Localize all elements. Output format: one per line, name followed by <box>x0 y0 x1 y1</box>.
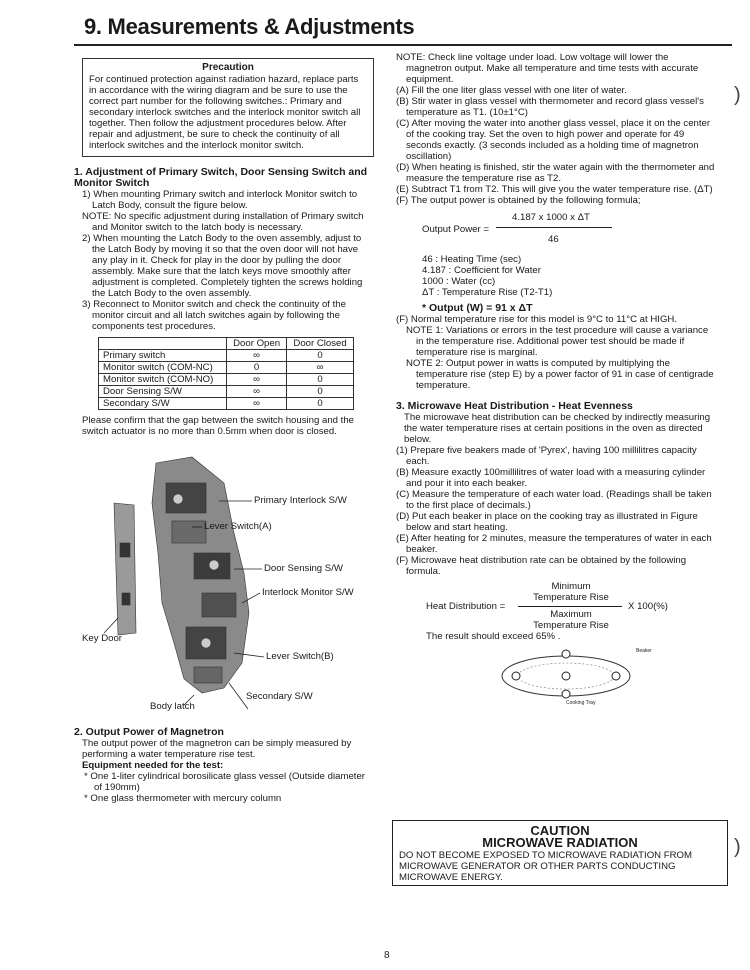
table-cell: ∞ <box>227 374 287 386</box>
right-column <box>396 52 716 706</box>
precaution-body: For continued protection against radiation hazard, replace parts in accordance with the wiring diagram and be sure to use the correct part number for the following switches.: Primary and secondary interlock switches and the interlock monitor switch all together. Then follow the adjustment procedures below. After repair and adjustment, be sure to check the continuity of all interlock switches and the interlock monitor switch. <box>89 74 361 151</box>
line-voltage-note: NOTE: Check line voltage under load. Low voltage will lower the magnetron output. Make all temperature and time tests with accurate equipment. <box>396 52 699 85</box>
heat-distribution-formula <box>396 581 716 629</box>
page-title: 9. Measurements & Adjustments <box>84 14 415 39</box>
table-cell: ∞ <box>227 398 287 410</box>
heat-formula-numerator: Minimum Temperature Rise <box>533 581 609 603</box>
normal-rise-note: (F) Normal temperature rise for this model is 9°C to 11°C at HIGH. <box>396 314 677 325</box>
table-row <box>99 362 354 374</box>
table-cell: Primary switch <box>99 350 227 362</box>
label-primary-interlock: Primary Interlock S/W <box>254 495 347 506</box>
section3-title: 3. Microwave Heat Distribution - Heat Evenness <box>396 400 633 412</box>
section1-note: NOTE: No specific adjustment during installation of Primary switch and Monitor switch to the latch body is necessary. <box>82 211 364 233</box>
binding-mark: ) <box>734 84 741 106</box>
gap-note: Please confirm that the gap between the switch housing and the switch actuator is no more than 0.5mm when door is closed. <box>82 415 354 437</box>
equipment-title: Equipment needed for the test: <box>82 760 224 771</box>
heat-step-c: (C) Measure the temperature of each water load. (Readings shall be taken to the first place of decimals.) <box>396 489 712 511</box>
label-key-door: Key Door <box>82 633 122 644</box>
table-cell: Monitor switch (COM-NO) <box>99 374 227 386</box>
table-row <box>99 386 354 398</box>
table-row <box>99 374 354 386</box>
table-cell: ∞ <box>227 386 287 398</box>
formula-legend: 4.187 : Coefficient for Water <box>422 265 541 276</box>
table-cell: 0 <box>287 386 354 398</box>
heat-step-d: (D) Put each beaker in place on the cooking tray as illustrated in Figure below and start heating. <box>396 511 698 533</box>
fraction-bar <box>518 606 622 607</box>
section2-intro: The output power of the magnetron can be simply measured by performing a water temperature rise test. <box>82 738 352 760</box>
latch-illustration <box>74 443 374 711</box>
binding-mark: ) <box>734 836 741 858</box>
heat-step-1: (1) Prepare five beakers made of 'Pyrex', having 100 millilitres capacity each. <box>396 445 697 467</box>
equipment-item: * One 1-liter cylindrical borosilicate glass vessel (Outside diameter of 190mm) <box>84 771 365 793</box>
label-lever-switch-b: Lever Switch(B) <box>266 651 334 662</box>
output-step-c: (C) After moving the water into another glass vessel, place it on the center of the cooking tray. Set the oven to high power and operate for 49 seconds exactly. (3 seconds included as a holding time of magnetron oscillation) <box>396 118 711 162</box>
label-secondary: Secondary S/W <box>246 691 313 702</box>
heat-formula-tail: X 100(%) <box>628 601 668 612</box>
heat-formula-label: Heat Distribution = <box>426 601 506 612</box>
table-cell: Monitor switch (COM-NC) <box>99 362 227 374</box>
table-cell: 0 <box>227 362 287 374</box>
section1-title: 1. Adjustment of Primary Switch, Door Sensing Switch and Monitor Switch <box>74 166 368 189</box>
table-row <box>99 350 354 362</box>
heat-formula-denominator: Maximum Temperature Rise <box>533 609 609 631</box>
precaution-box <box>82 58 374 157</box>
output-formula: * Output (W) = 91 x ΔT <box>422 302 533 314</box>
caution-body: DO NOT BECOME EXPOSED TO MICROWAVE RADIATION FROM MICROWAVE GENERATOR OR OTHER PARTS CONDUCTING MICROWAVE ENERGY. <box>399 850 692 883</box>
table-header <box>99 338 227 350</box>
section1-step-2: 2) When mounting the Latch Body to the oven assembly, adjust to the Latch Body by moving it so that the oven door will not have any play in it. Check for play in the door by pulling the door assembly. Make sure that the latch keys move smoothly after adjustment is completed. Completely tighten the screws holding the Latch Body to the oven assembly. <box>82 233 363 299</box>
table-header-row <box>99 338 354 350</box>
beaker-figure <box>396 642 716 706</box>
output-step-b: (B) Stir water in glass vessel with thermometer and record glass vessel's temperature as T1. (10±1°C) <box>396 96 704 118</box>
caution-subheading: MICROWAVE RADIATION <box>482 835 638 850</box>
label-body-latch: Body latch <box>150 701 195 712</box>
table-cell: 0 <box>287 398 354 410</box>
output-step-f: (F) The output power is obtained by the following formula; <box>396 195 641 206</box>
heat-result: The result should exceed 65% . <box>426 631 561 642</box>
beaker-label: Beaker <box>636 648 652 654</box>
output-step-e: (E) Subtract T1 from T2. This will give you the water temperature rise. (ΔT) <box>396 184 713 195</box>
caution-box <box>392 820 728 886</box>
note-2: NOTE 2: Output power in watts is computed by multiplying the temperature rise (step E) by a power factor of 91 in case of centigrade temperature. <box>406 358 714 391</box>
cooking-tray-label: Cooking Tray <box>566 700 596 706</box>
formula-numerator: 4.187 x 1000 x ΔT <box>512 212 590 223</box>
switch-continuity-table <box>98 337 354 410</box>
formula-legend: 1000 : Water (cc) <box>422 276 496 287</box>
section1-step-3: 3) Reconnect to Monitor switch and check the continuity of the monitor circuit and all latch switches again by following the components test procedures. <box>82 299 346 332</box>
table-cell: 0 <box>287 350 354 362</box>
table-cell: Secondary S/W <box>99 398 227 410</box>
section3-intro: The microwave heat distribution can be checked by indirectly measuring the water temperature rises at certain positions in the oven as directed below. <box>404 412 711 445</box>
heat-step-f: (F) Microwave heat distribution rate can be obtained by the following formula. <box>396 555 687 577</box>
table-cell: Door Sensing S/W <box>99 386 227 398</box>
fraction-bar <box>496 227 612 228</box>
precaution-heading: Precaution <box>202 62 254 73</box>
table-cell: 0 <box>287 374 354 386</box>
formula-legend: ΔT : Temperature Rise (T2-T1) <box>422 287 553 298</box>
label-interlock-monitor: Interlock Monitor S/W <box>262 587 354 598</box>
formula-label: Output Power = <box>422 224 489 235</box>
heat-step-b: (B) Measure exactly 100millilitres of water load with a measuring cylinder and pour it into each beaker. <box>396 467 706 489</box>
equipment-item: * One glass thermometer with mercury column <box>84 793 282 804</box>
output-step-d: (D) When heating is finished, stir the water again with the thermometer and measure the temperature rise as T2. <box>396 162 715 184</box>
heat-step-e: (E) After heating for 2 minutes, measure the temperatures of water in each beaker. <box>396 533 712 555</box>
table-header: Door Open <box>227 338 287 350</box>
latch-diagram <box>74 443 374 711</box>
caution-heading: CAUTION <box>530 823 590 838</box>
table-row <box>99 398 354 410</box>
output-step-a: (A) Fill the one liter glass vessel with one liter of water. <box>396 85 627 96</box>
table-cell: ∞ <box>287 362 354 374</box>
label-door-sensing: Door Sensing S/W <box>264 563 343 574</box>
formula-legend: 46 : Heating Time (sec) <box>422 254 522 265</box>
left-column <box>74 58 374 804</box>
section1-step-1: 1) When mounting Primary switch and interlock Monitor switch to Latch Body, consult the figure below. <box>82 189 358 211</box>
title-rule <box>74 44 732 46</box>
table-header: Door Closed <box>287 338 354 350</box>
table-cell: ∞ <box>227 350 287 362</box>
note-1: NOTE 1: Variations or errors in the test procedure will cause a variance in the temperature rise. Additional power test should be made if temperature rise is marginal. <box>406 325 709 358</box>
section2-title: 2. Output Power of Magnetron <box>74 726 224 738</box>
output-power-formula <box>396 210 716 250</box>
page-number: 8 <box>384 950 390 961</box>
formula-denominator: 46 <box>548 234 559 245</box>
label-lever-switch-a: Lever Switch(A) <box>204 521 272 532</box>
